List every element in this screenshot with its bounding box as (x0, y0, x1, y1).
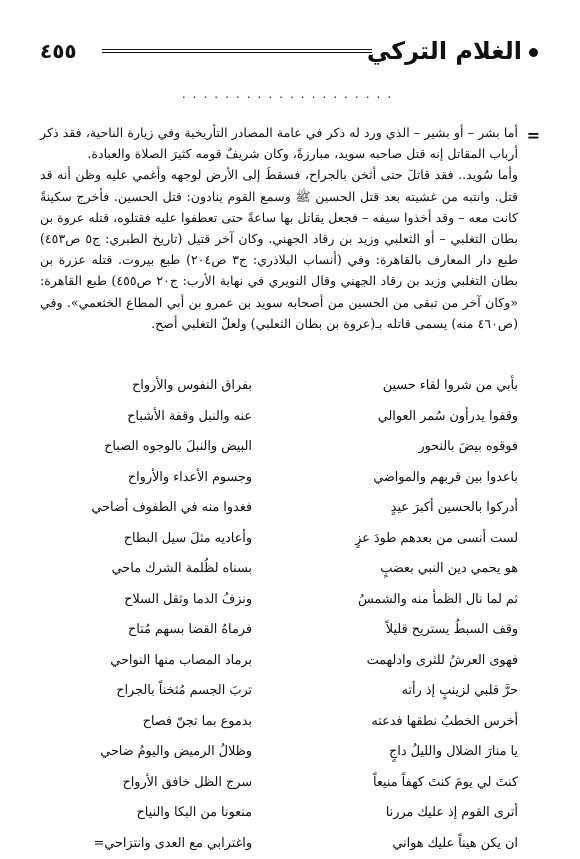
verse-second-hemistich: فغدوا منه في الطفوف أضاحي (40, 493, 252, 523)
verse-line (40, 493, 518, 524)
verse-line (40, 402, 518, 433)
verse-second-hemistich: وظلالُ الرميض واليومُ ضاحي (40, 737, 252, 767)
verse-first-hemistich: هو يحمي دين النبي بعضبٍ (310, 554, 518, 584)
verse-first-hemistich: أترى القوم إذ عليك مررنا (310, 798, 518, 828)
verse-first-hemistich: فهوى العرشُ للثرى وادلهمت (310, 646, 518, 676)
verse-second-hemistich: بفراق النفوس والأرواح (40, 371, 252, 401)
verse-line (40, 554, 518, 585)
verse-first-hemistich: فوقوه بيضَ بالنحور (310, 432, 518, 462)
verse-first-hemistich: أخرس الخطبُ نطقها فدعته (310, 707, 518, 737)
verse-second-hemistich: سرج الظل خافق الأرواح (40, 768, 252, 798)
verse-line (40, 676, 518, 707)
verse-line (40, 707, 518, 738)
verse-second-hemistich: بسناه لظُلمة الشرك ماحي (40, 554, 252, 584)
verse-line (40, 768, 518, 799)
running-header (40, 34, 540, 68)
verse-second-hemistich: بدموع بما تجنّ فصاح (40, 707, 252, 737)
footnote-continuation-mark: = (527, 126, 540, 145)
verse-second-hemistich: واغترابي مع العدى وانتزاحي= (40, 829, 252, 859)
verse-first-hemistich: أدركوا بالحسين أكبرَ عيدٍ (310, 493, 518, 523)
poem (40, 371, 518, 859)
verse-second-hemistich: برماد المصاب منها النواحي (40, 646, 252, 676)
verse-second-hemistich: منعونا من البكا والنياح (40, 798, 252, 828)
verse-first-hemistich: باعدوا بين قربهم والمواضي (310, 463, 518, 493)
verse-first-hemistich: وقف السبطُ يستريح قليلاً (310, 615, 518, 645)
verse-second-hemistich: وجسوم الأعداء والأرواح (40, 463, 252, 493)
verse-second-hemistich: فرماهُ القضا بسهم مُتاح (40, 615, 252, 645)
verse-first-hemistich: بأبي من شروا لقاء حسين (310, 371, 518, 401)
dotted-separator: .................... (62, 89, 518, 99)
verse-first-hemistich: كنتَ لي يومَ كنتَ كهفاً منيعاً (310, 768, 518, 798)
verse-line (40, 646, 518, 677)
verse-first-hemistich: حرَّ قلبي لزينبٍ إذ رأته (310, 676, 518, 706)
verse-first-hemistich: ثم لما نال الظمأ منه والشمسُ (310, 585, 518, 615)
header-rule (102, 49, 372, 53)
verse-second-hemistich: ونزفُ الدما وثقل السلاح (40, 585, 252, 615)
verse-first-hemistich: يا منارَ الضلال والليلُ داجٍ (310, 737, 518, 767)
verse-second-hemistich: تربَ الجسم مُثخناً بالجراح (40, 676, 252, 706)
verse-line (40, 615, 518, 646)
verse-line (40, 371, 518, 402)
verse-line (40, 524, 518, 555)
footnote-prose (40, 122, 518, 334)
bullet-icon (529, 48, 538, 57)
verse-line (40, 829, 518, 859)
verse-second-hemistich: البيض والنبلَ بالوجوه الصباح (40, 432, 252, 462)
verse-second-hemistich: وأعاديه مثلَ سيل البطاح (40, 524, 252, 554)
page-number: ٤٥٥ (40, 36, 77, 66)
verse-line (40, 432, 518, 463)
paragraph: أما بشر – أو بشير – الذي ورد له ذكر في عامة المصادر التأريخية وفي زيارة الناحية، فقد ذكر أرباب المقاتل إنه قتل صاحبه سويد، مبارزةً، وكان شريفٌ قومه كثيرَ الصلاة والعبادة. (40, 122, 518, 164)
verse-line (40, 463, 518, 494)
verse-line (40, 585, 518, 616)
verse-first-hemistich: لست أنسى من بعدهم طودَ عزٍ (310, 524, 518, 554)
verse-line (40, 737, 518, 768)
verse-first-hemistich: ان يكن هيناً عليك هواني (310, 829, 518, 859)
verse-second-hemistich: عنه والنبل وقفة الأشباح (40, 402, 252, 432)
verse-line (40, 798, 518, 829)
paragraph: وأما سُويد.. فقد قاتلَ حتى أثخن بالجراح، فسقطَ إلى الأرض لوجهه وأغمي عليه وظن أنه قد قتل. وانتبه من غشيته بعد قتل الحسين ﷺ وسمع القوم ينادون: قتل الحسين. فأخرج سكينةً كانت معه – وقد أخذوا سيفه – فجعل يقاتل بها ساعةً حتى تعطفوا عليه فقتلوه، قتله عروة بن بطان التغلبي – أو الثعلبي وزيد بن رقاد الجهني. وكان آخر قتيل (تاريخ الطبري: ج٥ ص٤٥٣) طبع دار المعارف بالقاهرة: وفي (أنساب البلاذري: ج٣ ص٢٠٤) طبع بيروت. قتله عزرة بن بطان التغلبي وزيد بن رقاد الجهني وقال النويري في نهاية الأرب: ج٢٠ ص٤٥٥) طبع القاهرة: «وكان آخر من تبقى من الحسين من أصحابه سويد بن عمرو بن أبي المطاع الخثعمي». وفي (ص٤٦٠ منه) يسمى قاتله بـ(عروة بن بطان الثعلبي) ولعلّ التغلبي أصح. (40, 164, 518, 334)
verse-first-hemistich: وقفوا يدرأون سُمر العوالي (310, 402, 518, 432)
chapter-title: الغلام التركي (367, 36, 522, 66)
